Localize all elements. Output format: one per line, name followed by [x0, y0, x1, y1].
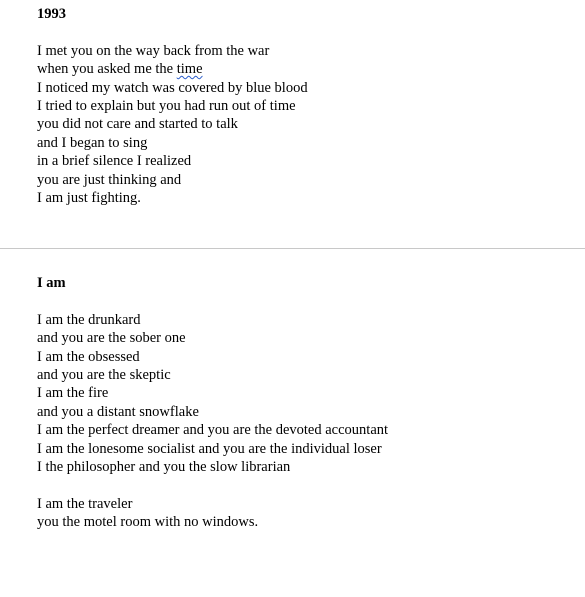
blank-line — [37, 476, 388, 494]
stanza-1 — [37, 311, 388, 477]
poem-line: and you are the sober one — [37, 330, 186, 347]
poem-line: I met you on the way back from the war — [37, 42, 270, 59]
poem-line: I am the lonesome socialist and you are the individual loser — [37, 440, 382, 457]
poem-line: you did not care and started to talk — [37, 116, 238, 133]
poem-line: I the philosopher and you the slow librarian — [37, 458, 291, 475]
document-page-2 — [0, 250, 585, 597]
poem-line: and I began to sing — [37, 134, 148, 151]
poem-line: I am the fire — [37, 385, 109, 402]
blank-line — [37, 23, 308, 41]
poem-line: and you a distant snowflake — [37, 403, 199, 420]
stanza-2 — [37, 495, 388, 532]
poem-line: and you are the skeptic — [37, 366, 171, 383]
page-break-divider — [0, 248, 585, 249]
poem-1993 — [37, 5, 308, 207]
poem-line: in a brief silence I realized — [37, 153, 192, 170]
document-page-1 — [0, 0, 585, 248]
poem-line: you are just thinking and — [37, 171, 182, 188]
poem-i-am — [37, 274, 388, 531]
poem-title: 1993 — [37, 6, 66, 22]
poem-line: I am the obsessed — [37, 348, 140, 365]
poem-line: I am the drunkard — [37, 311, 141, 328]
spellcheck-flagged-word[interactable]: time — [176, 61, 203, 78]
poem-line — [37, 60, 308, 78]
poem-line: I am the perfect dreamer and you are the devoted accountant — [37, 422, 389, 439]
poem-line: I am just fighting. — [37, 189, 141, 206]
poem-line-text: when you asked me the — [37, 61, 177, 78]
poem-line: you the motel room with no windows. — [37, 514, 259, 531]
poem-title: I am — [37, 275, 66, 291]
poem-line: I noticed my watch was covered by blue blood — [37, 79, 308, 96]
blank-line — [37, 292, 388, 310]
poem-line: I tried to explain but you had run out of time — [37, 97, 296, 114]
poem-line: I am the traveler — [37, 495, 133, 512]
